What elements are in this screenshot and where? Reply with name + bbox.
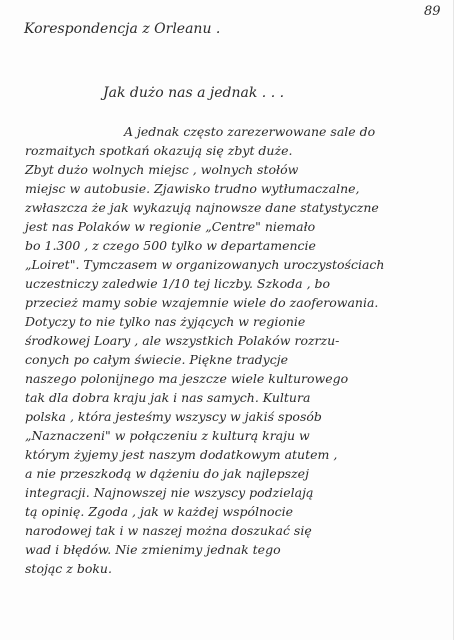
body-line: a nie przeszkodą w dążeniu do jak najlepszej [25, 466, 309, 481]
body-line: przecież mamy sobie wzajemnie wiele do zaoferowania. [25, 295, 379, 310]
body-line: uczestniczy zaledwie 1/10 tej liczby. Szkoda , bo [25, 276, 331, 291]
body-line: conych po całym świecie. Piękne tradycje [25, 352, 289, 367]
body-line: rozmaitych spotkań okazują się zbyt duże. [25, 143, 293, 158]
body-line: miejsc w autobusie. Zjawisko trudno wytłumaczalne, [25, 181, 360, 196]
body-line: narodowej tak i w naszej można doszukać się [25, 523, 312, 538]
page-number: 89 [424, 4, 441, 19]
body-line: bo 1.300 , z czego 500 tylko w departamencie [25, 238, 316, 253]
body-line: tak dla dobra kraju jak i nas samych. Kultura [25, 390, 311, 405]
body-line: tą opinię. Zgoda , jak w każdej wspólnocie [25, 504, 293, 519]
letter-header: Korespondencja z Orleanu . [24, 21, 221, 37]
body-line: wad i błędów. Nie zmienimy jednak tego [25, 542, 281, 557]
body-line: „Naznaczeni" w połączeniu z kulturą kraju w [25, 428, 310, 443]
body-line: zwłaszcza że jak wykazują najnowsze dane statystyczne [25, 200, 379, 215]
body-line: integracji. Najnowszej nie wszyscy podzielają [25, 485, 314, 500]
body-line: polska , która jesteśmy wszyscy w jakiś sposób [25, 409, 322, 424]
letter-title: Jak dużo nas a jednak . . . [103, 85, 285, 101]
body-line: A jednak często zarezerwowane sale do [124, 124, 376, 139]
body-line: środkowej Loary , ale wszystkich Polaków rozrzu- [25, 333, 340, 348]
body-line: Zbyt dużo wolnych miejsc , wolnych stołów [25, 162, 299, 177]
body-line: naszego polonijnego ma jeszcze wiele kulturowego [25, 371, 349, 386]
body-line: „Loiret". Tymczasem w organizowanych uroczystościach [25, 257, 385, 272]
body-line: stojąc z boku. [25, 561, 112, 576]
body-line: którym żyjemy jest naszym dodatkowym atutem , [25, 447, 338, 462]
body-line: Dotyczy to nie tylko nas żyjących w regionie [25, 314, 306, 329]
body-line: jest nas Polaków w regionie „Centre" niemało [25, 219, 316, 234]
